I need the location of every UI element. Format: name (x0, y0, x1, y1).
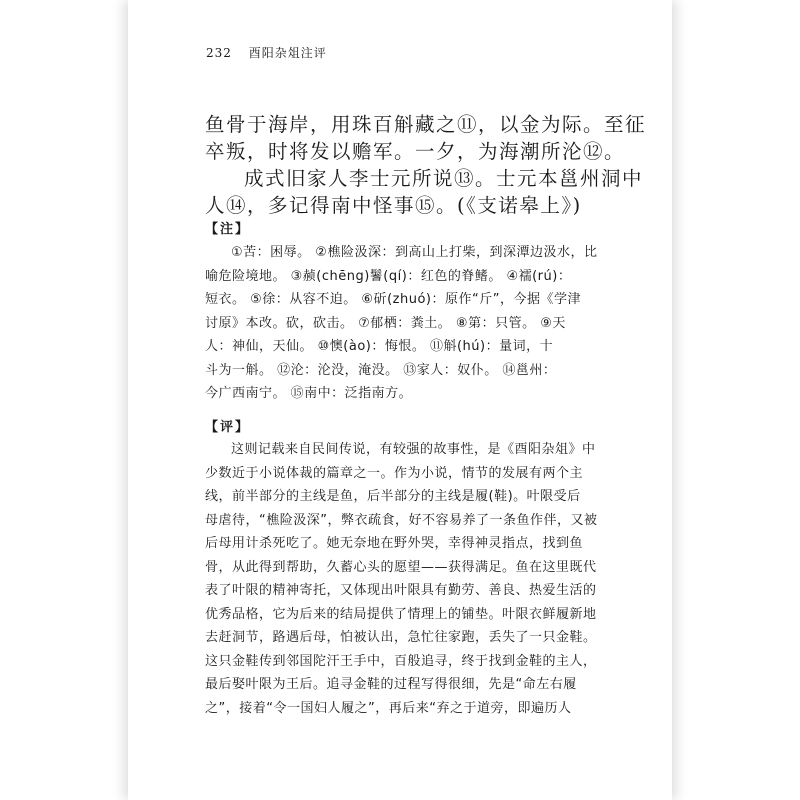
comment-line: 这则记载来自民间传说，有较强的故事性，是《酉阳杂俎》中 (231, 442, 596, 457)
comment-line: 最后娶叶限为王后。追寻金鞋的过程写得很细，先是“命左右履 (205, 677, 577, 692)
comment-line: 后母用计杀死吃了。她无奈地在野外哭，幸得神灵指点，找到鱼 (205, 536, 584, 551)
excerpt-line: 鱼骨于海岸，用珠百斛藏之⑪，以金为际。至征 (205, 113, 647, 136)
comment-line: 去赶洞节，路遇后母，怕被认出，急忙往家跑，丢失了一只金鞋。 (205, 630, 597, 645)
comment-label: 【评】 (205, 420, 251, 435)
page-header (206, 44, 327, 61)
note-line: 今广西南宁。 ⑮南中：泛指南方。 (205, 386, 413, 401)
excerpt-text (205, 111, 647, 219)
comment-line: 母虐待，“樵险汲深”，弊衣疏食，好不容易养了一条鱼作伴，又被 (205, 512, 598, 528)
note-line: 喻危险境地。 ③赪(chēng)鬐(qí)：红色的脊鳍。 ④襦(rú)： (205, 268, 572, 284)
excerpt-line: 人⑭，多记得南中怪事⑮。(《支诺皋上》) (205, 194, 582, 217)
comment-line: 线，前半部分的主线是鱼，后半部分的主线是履(鞋)。叶限受后 (205, 489, 581, 504)
notes-section (205, 241, 598, 406)
comment-line: 骨，从此得到帮助，久蓄心头的愿望——获得满足。鱼在这里既代 (205, 559, 597, 575)
note-line: 斗为一斛。 ⑫沦：沦没，淹没。 ⑬家人：奴仆。 ⑭邕州： (205, 362, 557, 378)
page-number: 232 (206, 46, 232, 60)
comment-line: 优秀品格，它为后来的结局提供了情理上的铺垫。叶限衣鲜履新地 (205, 606, 597, 622)
note-line: ①苦：困辱。 ②樵险汲深：到高山上打柴，到深潭边汲水，比 (231, 245, 598, 260)
comment-section (205, 438, 598, 720)
comment-line: 之”，接着“令一国妇人履之”，再后来“弃之于道旁，即遍历人 (205, 700, 572, 716)
running-title: 酉阳杂俎注评 (248, 46, 327, 60)
excerpt-line: 卒叛，时将发以赡军。一夕，为海潮所沦⑫。 (205, 140, 626, 163)
excerpt-line: 成式旧家人李士元所说⑬。士元本邕州洞中 (244, 167, 644, 190)
comment-line: 这只金鞋传到邻国陀汗王手中，百般追寻，终于找到金鞋的主人， (205, 653, 597, 669)
comment-line: 少数近于小说体裁的篇章之一。作为小说，情节的发展有两个主 (205, 465, 584, 481)
notes-label: 【注】 (205, 222, 251, 237)
comment-line: 表了叶限的精神寄托，又体现出叶限具有勤劳、善良、热爱生活的 (205, 583, 597, 598)
note-line: 短衣。 ⑤徐：从容不迫。 ⑥斫(zhuó)：原作“斤”，今据《学津 (205, 292, 581, 307)
note-line: 讨原》本改。砍，砍击。 ⑦郁栖：粪土。 ⑧第：只管。 ⑨天 (205, 315, 566, 331)
note-line: 人：神仙，天仙。 ⑩懊(ào)：悔恨。 ⑪斛(hú)：量词，十 (205, 339, 554, 354)
